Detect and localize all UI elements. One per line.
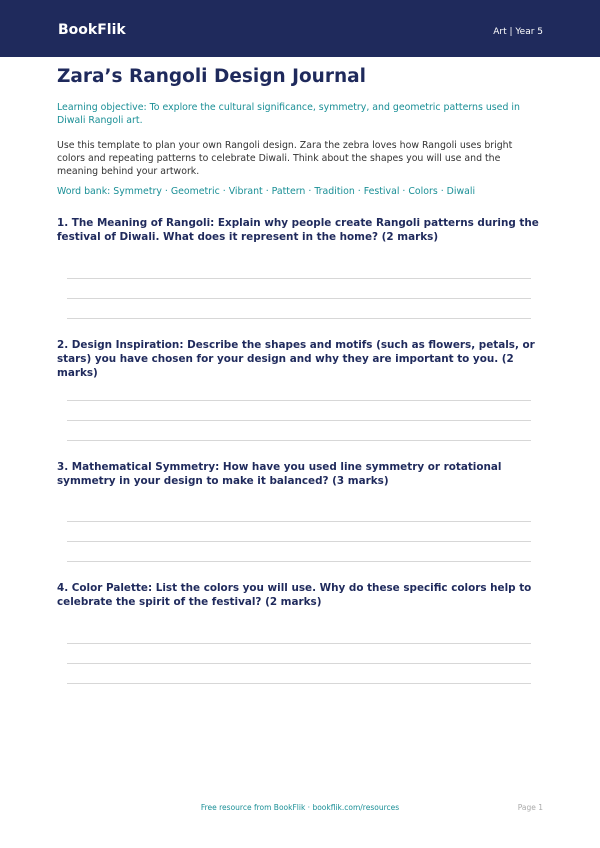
- page-title: Zara’s Rangoli Design Journal: [57, 66, 366, 87]
- answer-line[interactable]: [67, 298, 531, 299]
- footer-resource-text: Free resource from BookFlik · bookflik.com/resources: [200, 803, 400, 812]
- answer-line[interactable]: [67, 420, 531, 421]
- answer-line[interactable]: [67, 643, 531, 644]
- question-4: 4. Color Palette: List the colors you will use. Why do these specific colors help to celebrate the spirit of the festival? (2 marks): [57, 582, 532, 608]
- subject-year-label: Art | Year 5: [493, 27, 543, 37]
- answer-line[interactable]: [67, 318, 531, 319]
- answer-line[interactable]: [67, 521, 531, 522]
- intro-paragraph: Use this template to plan your own Rangoli design. Zara the zebra loves how Rangoli uses bright colors and repeating patterns to celebrate Diwali. Think about the shapes you will use and the meaning behind your artwork.: [57, 140, 513, 177]
- answer-line[interactable]: [67, 440, 531, 441]
- answer-line[interactable]: [67, 561, 531, 562]
- answer-line[interactable]: [67, 278, 531, 279]
- learning-objective: Learning objective: To explore the cultural significance, symmetry, and geometric patterns used in Diwali Rangoli art.: [57, 102, 520, 126]
- page-header: [0, 0, 600, 57]
- brand-logo-text: BookFlik: [58, 22, 126, 38]
- answer-line[interactable]: [67, 683, 531, 684]
- answer-line[interactable]: [67, 663, 531, 664]
- word-bank: Word bank: Symmetry · Geometric · Vibrant · Pattern · Tradition · Festival · Colors · Diwali: [57, 186, 476, 197]
- page-number: Page 1: [517, 803, 543, 812]
- question-2: 2. Design Inspiration: Describe the shapes and motifs (such as flowers, petals, or stars) you have chosen for your design and why they are important to you. (2 marks): [57, 339, 535, 379]
- question-3: 3. Mathematical Symmetry: How have you used line symmetry or rotational symmetry in your design to make it balanced? (3 marks): [57, 461, 502, 487]
- answer-line[interactable]: [67, 541, 531, 542]
- answer-line[interactable]: [67, 400, 531, 401]
- question-1: 1. The Meaning of Rangoli: Explain why people create Rangoli patterns during the festival of Diwali. What does it represent in the home? (2 marks): [57, 217, 539, 243]
